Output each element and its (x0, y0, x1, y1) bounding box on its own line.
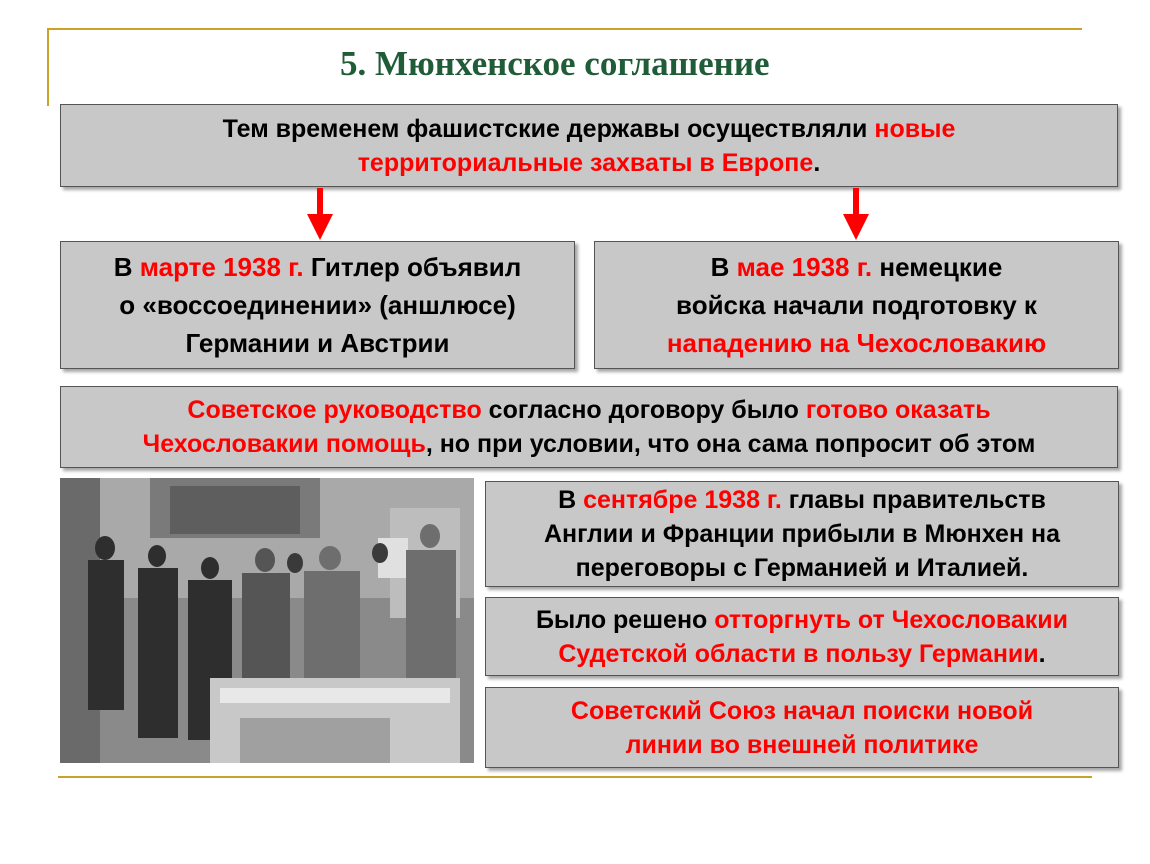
march-date: марте 1938 г. (139, 252, 304, 282)
frame-left-line (47, 28, 49, 106)
may-1938-box (594, 241, 1119, 369)
soviet-highlight: готово оказать (805, 396, 991, 424)
intro-box (60, 104, 1118, 187)
may-text (667, 248, 1046, 362)
may-prefix: В (710, 252, 737, 282)
decision-box (485, 597, 1119, 676)
decision-text (536, 603, 1068, 671)
munich-conference-photo (60, 478, 474, 763)
september-prefix: В (558, 486, 584, 514)
decision-end: . (1038, 639, 1046, 668)
march-1938-box (60, 241, 575, 369)
september-date: сентябре 1938 г. (583, 486, 782, 514)
intro-highlight: новые (874, 114, 956, 143)
may-line3: нападению на Чехословакию (666, 328, 1047, 358)
intro-highlight: территориальные захваты в Европе (357, 148, 814, 177)
september-text (544, 483, 1060, 585)
ussr-text (571, 694, 1033, 762)
slide-title: 5. Мюнхенское соглашение (340, 44, 770, 83)
decision-prefix: Было решено (535, 605, 715, 634)
soviet-position-box (60, 386, 1118, 468)
frame-top-line (47, 28, 1082, 30)
september-line2: Англии и Франции прибыли в Мюнхен на (543, 520, 1061, 548)
march-text (114, 248, 521, 362)
may-date: мае 1938 г. (736, 252, 873, 282)
may-line1: немецкие (872, 252, 1003, 282)
september-1938-box (485, 481, 1119, 587)
intro-text-part: Тем временем фашистские державы осуществляли (222, 114, 875, 143)
decision-highlight: Судетской области в пользу Германии (558, 639, 1039, 668)
march-line1: Гитлер объявил (303, 252, 522, 282)
september-line3: переговоры с Германией и Италией. (575, 554, 1029, 582)
september-line1: главы правительств (781, 486, 1046, 514)
frame-bottom-line (58, 776, 1092, 778)
ussr-line1: Советский Союз начал поиски новой (570, 696, 1034, 725)
soviet-highlight: Советское руководство (187, 396, 482, 424)
soviet-text-part: согласно договору было (481, 396, 806, 424)
soviet-highlight: Чехословакии помощь (142, 430, 426, 458)
march-prefix: В (113, 252, 140, 282)
intro-end: . (813, 148, 821, 177)
soviet-text-part: , но при условии, что она сама попросит об этом (425, 430, 1036, 458)
ussr-line2: линии во внешней политике (625, 730, 979, 759)
may-line2: войска начали подготовку к (676, 290, 1037, 320)
arrow-down-icon (843, 188, 869, 240)
soviet-text (143, 393, 1036, 461)
ussr-policy-box (485, 687, 1119, 768)
intro-text (223, 112, 956, 180)
march-line3: Германии и Австрии (185, 328, 450, 358)
arrow-down-icon (307, 188, 333, 240)
decision-highlight: отторгнуть от Чехословакии (714, 605, 1069, 634)
march-line2: о «воссоединении» (аншлюсе) (119, 290, 516, 320)
